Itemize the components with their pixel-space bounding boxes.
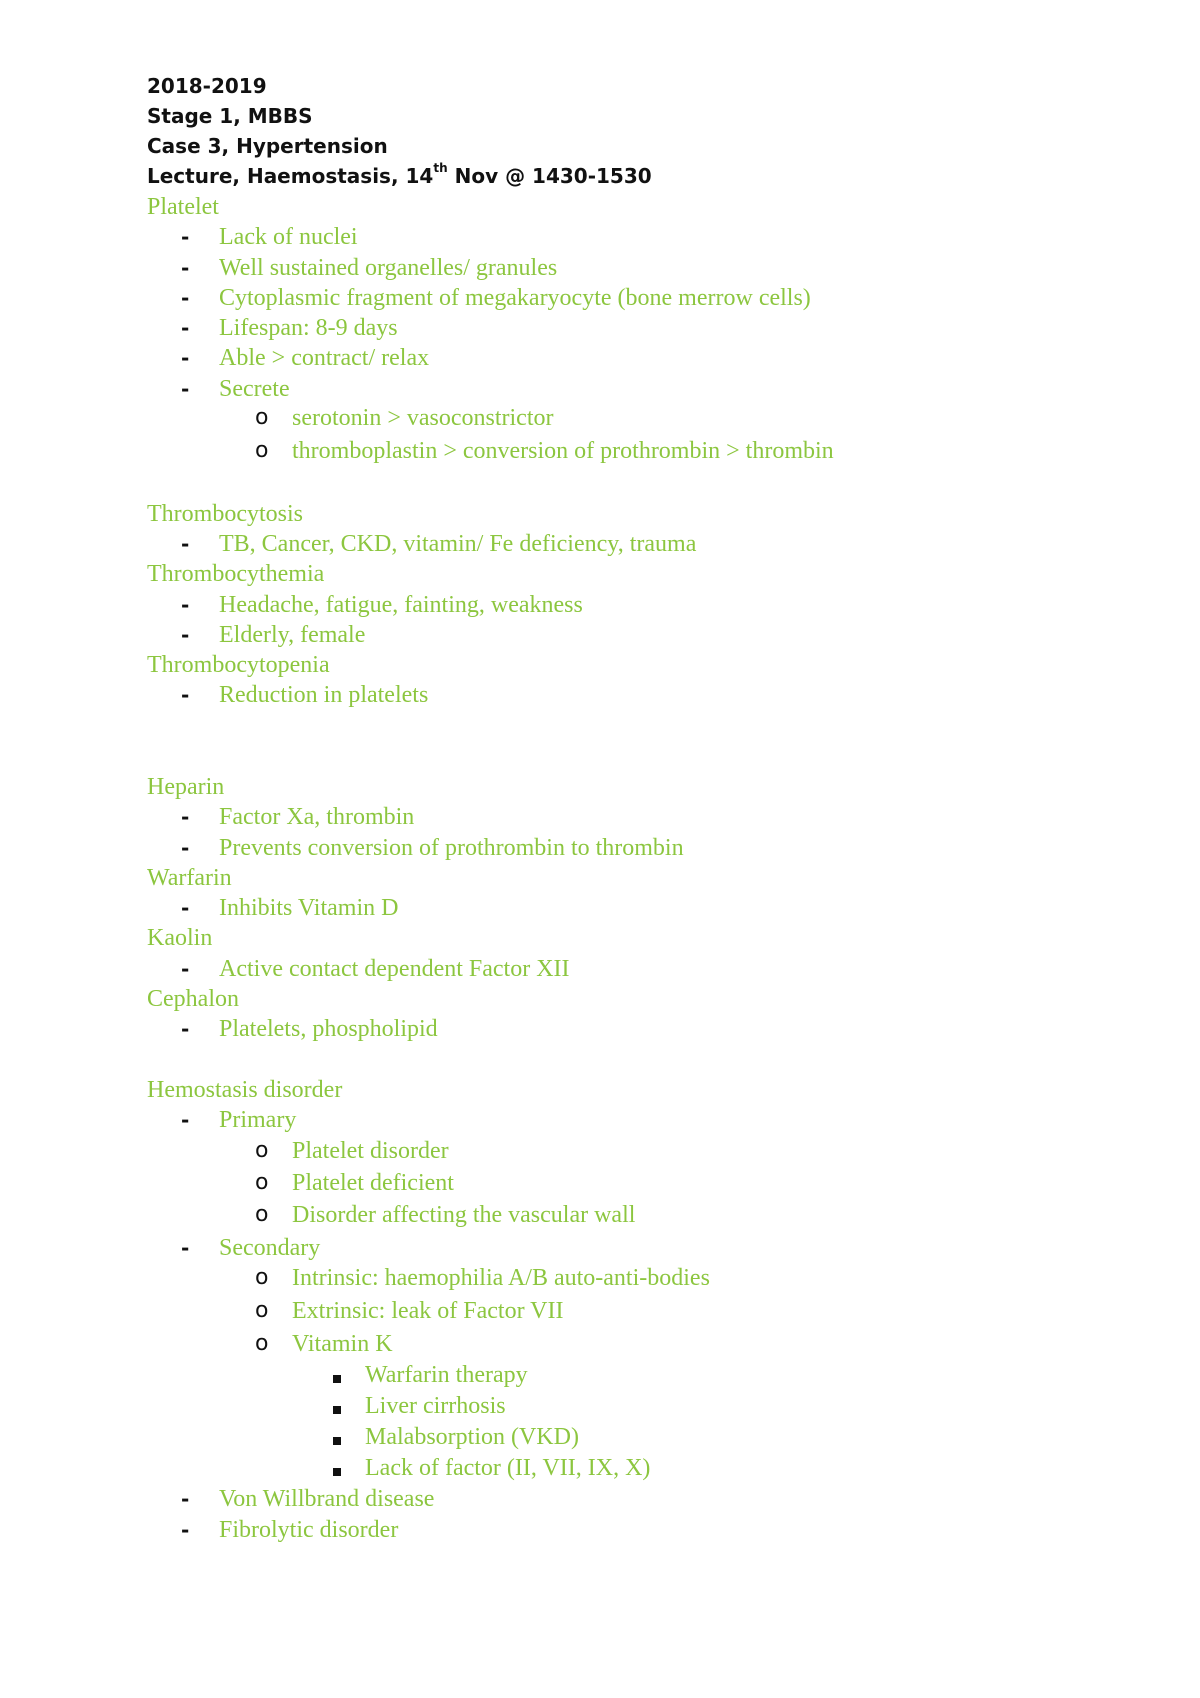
list-item: Prevents conversion of prothrombin to thrombin [219,835,684,861]
circle-marker: o [255,1202,269,1227]
list-item: Inhibits Vitamin D [219,895,399,921]
lecture-suffix: Nov @ 1430-1530 [447,164,652,188]
list-item-secondary: Secondary [219,1235,321,1261]
dash-marker: - [181,286,190,310]
circle-marker: o [255,405,269,430]
section-heading-thrombocythemia: Thrombocythemia [147,561,325,587]
sub-sub-list-item: Warfarin therapy [365,1362,528,1388]
dash-marker: - [181,316,190,340]
section-heading-warfarin: Warfarin [147,865,232,891]
dash-marker: - [181,683,190,707]
list-item: Platelets, phospholipid [219,1016,438,1042]
sub-list-item: Platelet disorder [292,1138,449,1164]
circle-marker: o [255,1265,269,1290]
sub-list-item: Vitamin K [292,1331,393,1357]
square-bullet-icon [333,1437,341,1445]
dash-marker: - [181,377,190,401]
list-item: TB, Cancer, CKD, vitamin/ Fe deficiency, trauma [219,531,697,557]
dash-marker: - [181,593,190,617]
sub-list-item: serotonin > vasoconstrictor [292,405,554,431]
dash-marker: - [181,805,190,829]
stage-line: Stage 1, MBBS [147,104,313,128]
list-item: Elderly, female [219,622,366,648]
list-item: Cytoplasmic fragment of megakaryocyte (bone merrow cells) [219,285,811,311]
list-item: Lack of nuclei [219,224,358,250]
list-item: Lifespan: 8-9 days [219,315,398,341]
dash-marker: - [181,1236,190,1260]
square-bullet-icon [333,1468,341,1476]
section-heading-heparin: Heparin [147,774,225,800]
dash-marker: - [181,896,190,920]
list-item-primary: Primary [219,1107,297,1133]
list-item: Reduction in platelets [219,682,429,708]
circle-marker: o [255,1138,269,1163]
section-heading-thrombocytosis: Thrombocytosis [147,501,303,527]
dash-marker: - [181,346,190,370]
sub-list-item: Platelet deficient [292,1170,454,1196]
list-item: Well sustained organelles/ granules [219,255,558,281]
list-item: Von Willbrand disease [219,1486,435,1512]
case-line: Case 3, Hypertension [147,134,388,158]
circle-marker: o [255,1170,269,1195]
circle-marker: o [255,1298,269,1323]
dash-marker: - [181,532,190,556]
dash-marker: - [181,623,190,647]
list-item: Secrete [219,376,290,402]
section-heading-platelet: Platelet [147,194,219,220]
square-bullet-icon [333,1406,341,1414]
dash-marker: - [181,836,190,860]
dash-marker: - [181,1487,190,1511]
section-heading-cephalon: Cephalon [147,986,239,1012]
sub-list-item: Intrinsic: haemophilia A/B auto-anti-bodies [292,1265,710,1291]
section-heading-thrombocytopenia: Thrombocytopenia [147,652,330,678]
dash-marker: - [181,256,190,280]
list-item: Headache, fatigue, fainting, weakness [219,592,583,618]
list-item: Able > contract/ relax [219,345,430,371]
sub-sub-list-item: Lack of factor (II, VII, IX, X) [365,1455,651,1481]
sub-sub-list-item: Liver cirrhosis [365,1393,506,1419]
section-heading-kaolin: Kaolin [147,925,213,951]
dash-marker: - [181,1518,190,1542]
list-item: Active contact dependent Factor XII [219,956,570,982]
list-item: Fibrolytic disorder [219,1517,399,1543]
sub-list-item: thromboplastin > conversion of prothrombin > thrombin [292,438,834,464]
sub-list-item: Disorder affecting the vascular wall [292,1202,636,1228]
sub-sub-list-item: Malabsorption (VKD) [365,1424,579,1450]
dash-marker: - [181,225,190,249]
dash-marker: - [181,1017,190,1041]
lecture-line [147,161,652,188]
list-item: Factor Xa, thrombin [219,804,415,830]
lecture-prefix: Lecture, Haemostasis, 14 [147,164,434,188]
year-line: 2018-2019 [147,74,267,98]
sub-list-item: Extrinsic: leak of Factor VII [292,1298,564,1324]
dash-marker: - [181,957,190,981]
section-heading-hemostasis-disorder: Hemostasis disorder [147,1077,343,1103]
circle-marker: o [255,438,269,463]
lecture-ordinal: th [433,161,448,176]
dash-marker: - [181,1108,190,1132]
square-bullet-icon [333,1375,341,1383]
circle-marker: o [255,1331,269,1356]
